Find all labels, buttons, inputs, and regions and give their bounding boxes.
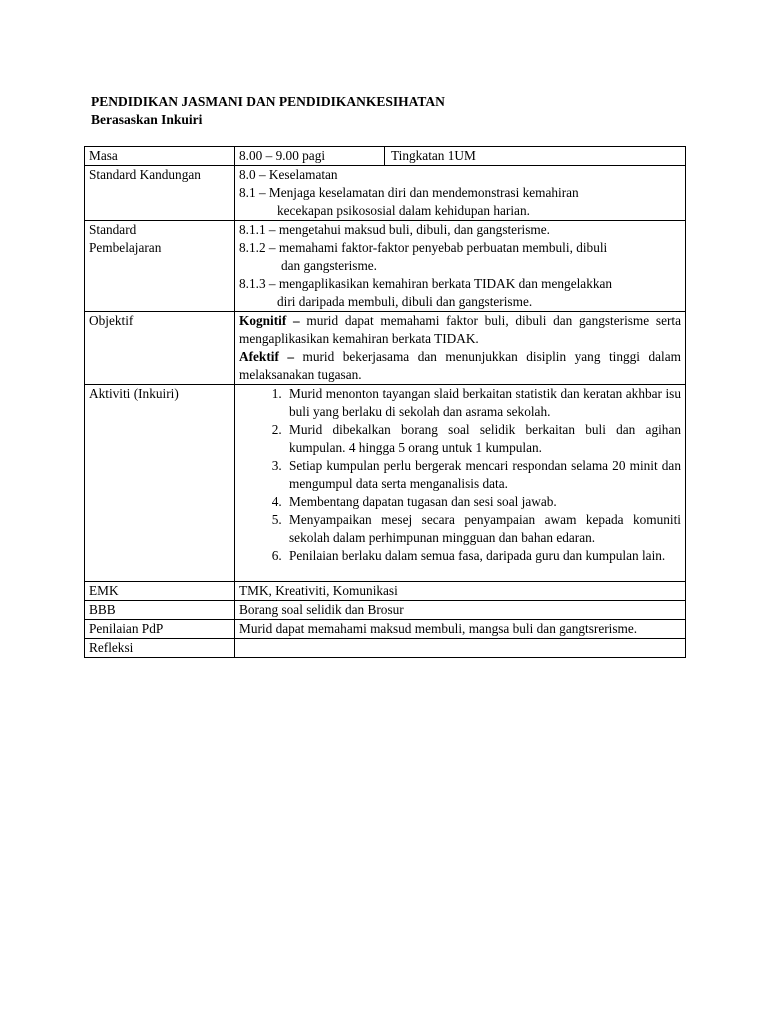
row-refleksi <box>85 639 686 658</box>
aktiviti-list <box>239 385 681 565</box>
row-bbb <box>85 601 686 620</box>
sp-item-2-cont: dan gangsterisme. <box>281 258 378 273</box>
aktiviti-label: Aktiviti (Inkuiri) <box>85 385 235 582</box>
kognitif-text: murid dapat memahami faktor buli, dibuli dan gangsterisme serta mengaplikasikan kemahiran berkata TIDAK. <box>239 313 681 346</box>
row-aktiviti <box>85 385 686 582</box>
bbb-value: Borang soal selidik dan Brosur <box>235 601 686 620</box>
afektif-text: murid bekerjasama dan menunjukkan disiplin yang tinggi dalam melaksanakan tugasan. <box>239 349 681 382</box>
row-penilaian <box>85 620 686 639</box>
list-item: 1. Murid menonton tayangan slaid berkaitan statistik dan keratan akhbar isu buli yang berlaku di sekolah dan asrama sekolah. <box>285 385 681 421</box>
aktiviti-value <box>235 385 686 582</box>
kognitif-label: Kognitif – <box>239 313 300 328</box>
objektif-kognitif <box>239 312 681 348</box>
refleksi-value <box>235 639 686 658</box>
document-subtitle: Berasaskan Inkuiri <box>91 112 203 127</box>
objektif-label: Objektif <box>85 312 235 385</box>
document-heading <box>91 93 445 129</box>
objektif-value <box>235 312 686 385</box>
list-item: 2. Murid dibekalkan borang soal selidik berkaitan buli dan agihan kumpulan. 4 hingga 5 orang untuk 1 kumpulan. <box>285 421 681 457</box>
emk-value: TMK, Kreativiti, Komunikasi <box>235 582 686 601</box>
sp-item-2: 8.1.2 – memahami faktor-faktor penyebab perbuatan membuli, dibuli <box>239 240 608 255</box>
row-standard-pembelajaran <box>85 221 686 312</box>
standard-kandungan-line3: kecekapan psikososial dalam kehidupan harian. <box>277 203 530 218</box>
sp-item-3-cont: diri daripada membuli, dibuli dan gangsterisme. <box>277 294 533 309</box>
standard-kandungan-line1: 8.0 – Keselamatan <box>239 167 338 182</box>
penilaian-label: Penilaian PdP <box>85 620 235 639</box>
refleksi-label: Refleksi <box>85 639 235 658</box>
masa-class-text: Tingkatan 1UM <box>391 148 476 163</box>
aktiviti-spacer <box>239 565 681 581</box>
sp-item-3: 8.1.3 – mengaplikasikan kemahiran berkata TIDAK dan mengelakkan <box>239 276 613 291</box>
list-item: 5. Menyampaikan mesej secara penyampaian awam kepada komuniti sekolah dalam perhimpunan mingguan dan bahan edaran. <box>285 511 681 547</box>
lesson-plan-table <box>84 146 686 658</box>
list-item: 6. Penilaian berlaku dalam semua fasa, daripada guru dan kumpulan lain. <box>285 547 681 565</box>
penilaian-value: Murid dapat memahami maksud membuli, mangsa buli dan gangtsrerisme. <box>235 620 686 639</box>
standard-pembelajaran-label <box>85 221 235 312</box>
standard-kandungan-line2: 8.1 – Menjaga keselamatan diri dan mendemonstrasi kemahiran <box>239 185 579 200</box>
standard-kandungan-label: Standard Kandungan <box>85 166 235 221</box>
afektif-label: Afektif – <box>239 349 295 364</box>
masa-time: 8.00 – 9.00 pagi <box>235 147 385 166</box>
row-objektif <box>85 312 686 385</box>
standard-pembelajaran-label-line2: Pembelajaran <box>89 240 162 255</box>
standard-pembelajaran-label-line1: Standard <box>89 222 137 237</box>
standard-kandungan-value <box>235 166 686 221</box>
list-item: 4. Membentang dapatan tugasan dan sesi soal jawab. <box>285 493 681 511</box>
bbb-label: BBB <box>85 601 235 620</box>
masa-label: Masa <box>85 147 235 166</box>
row-standard-kandungan <box>85 166 686 221</box>
sp-item-1: 8.1.1 – mengetahui maksud buli, dibuli, dan gangsterisme. <box>239 222 550 237</box>
objektif-afektif <box>239 348 681 384</box>
document-title: PENDIDIKAN JASMANI DAN PENDIDIKANKESIHATAN <box>91 94 445 109</box>
emk-label: EMK <box>85 582 235 601</box>
list-item: 3. Setiap kumpulan perlu bergerak mencari respondan selama 20 minit dan mengumpul data serta menganalisis data. <box>285 457 681 493</box>
row-masa <box>85 147 686 166</box>
row-emk <box>85 582 686 601</box>
masa-class <box>385 147 686 166</box>
standard-pembelajaran-value <box>235 221 686 312</box>
